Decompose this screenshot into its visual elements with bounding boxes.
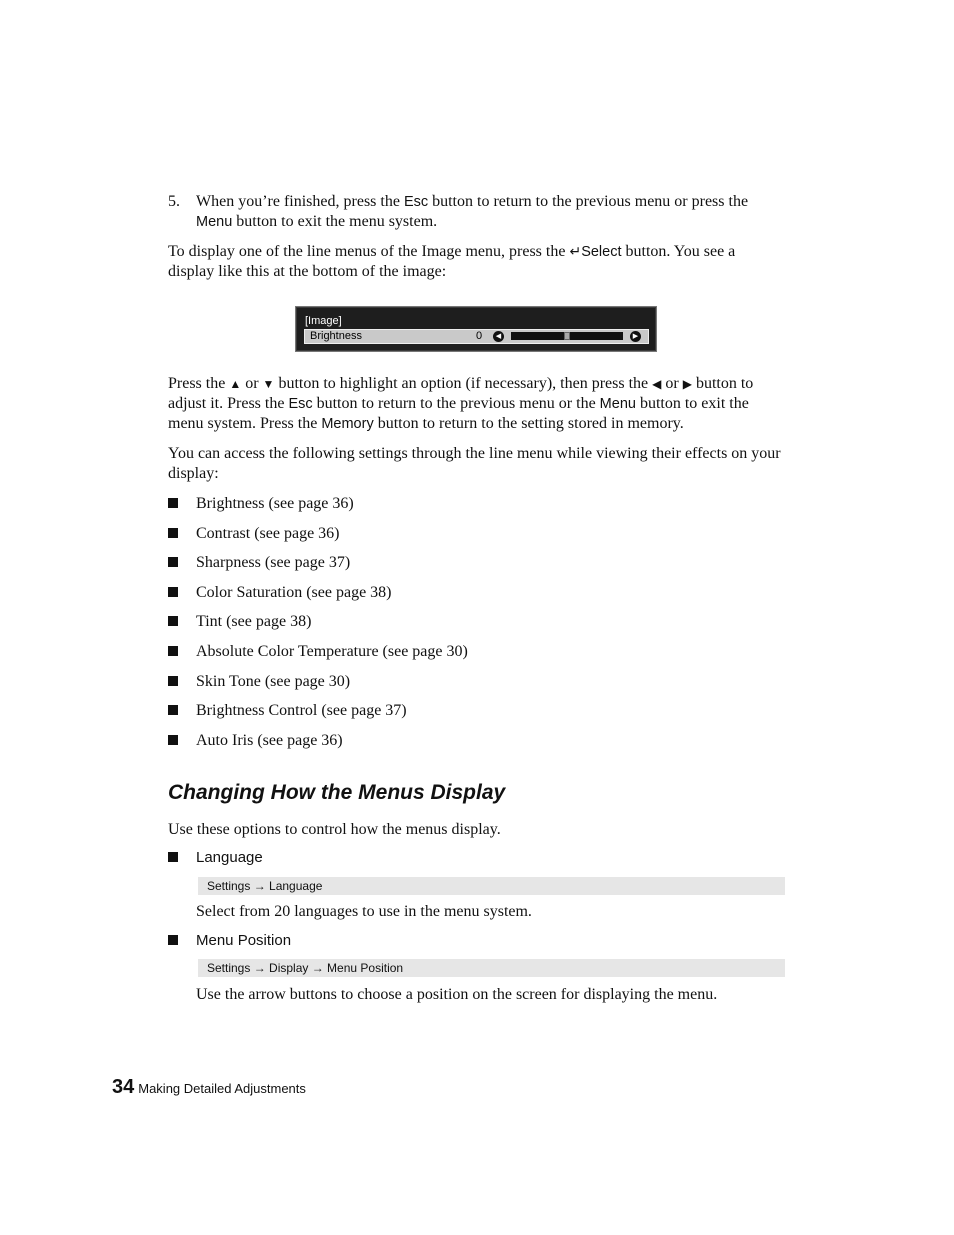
list-item: Absolute Color Temperature (see page 30)	[168, 642, 783, 662]
menu-key-label: Menu	[196, 214, 233, 230]
bullet-square-icon	[168, 705, 178, 715]
enter-icon: ↵	[569, 244, 582, 260]
section-intro: Use these options to control how the menus display.	[168, 821, 501, 838]
select-key-label: Select	[581, 244, 622, 260]
bullet-square-icon	[168, 676, 178, 686]
bullet-square-icon	[168, 935, 178, 945]
option-name: Menu Position	[196, 932, 292, 949]
paragraph-line-menu-intro: To display one of the line menus of the Image menu, press the ↵Select button. You see a display like this at the bottom of the image:	[168, 243, 736, 280]
right-arrow-icon: ▶	[682, 377, 692, 391]
bullet-square-icon	[168, 587, 178, 597]
list-item: Brightness (see page 36)	[168, 494, 783, 514]
page-footer	[112, 1076, 306, 1099]
step-number: 5.	[168, 193, 180, 210]
osd-label: Brightness	[310, 330, 362, 342]
bullet-square-icon	[168, 646, 178, 656]
list-item: Skin Tone (see page 30)	[168, 672, 783, 692]
paragraph-settings-intro: You can access the following settings through the line menu while viewing their effects on your display:	[168, 445, 781, 482]
list-item: Auto Iris (see page 36)	[168, 731, 783, 751]
bullet-square-icon	[168, 735, 178, 745]
left-arrow-icon: ◀	[493, 331, 504, 342]
line-menu-screenshot	[295, 306, 657, 352]
bullet-square-icon	[168, 498, 178, 508]
paragraph-adjust-instructions: Press the ▲ or ▼ button to highlight an option (if necessary), then press the ◀ or ▶ button to adjust it. Press the Esc button to return to the previous menu or the Menu button to exit the menu system. Press the Memory button to return to the setting stored in memory.	[168, 375, 754, 432]
option-description: Select from 20 languages to use in the menu system.	[196, 903, 532, 920]
list-item: Tint (see page 38)	[168, 612, 783, 632]
page-number: 34	[112, 1076, 135, 1098]
bullet-square-icon	[168, 528, 178, 538]
option-menu-position	[168, 931, 783, 951]
list-item: Sharpness (see page 37)	[168, 553, 783, 573]
esc-key-label: Esc	[288, 396, 313, 412]
memory-key-label: Memory	[321, 416, 374, 432]
list-item: Brightness Control (see page 37)	[168, 701, 783, 721]
menu-path-bar: Settings → Display → Menu Position	[198, 959, 785, 977]
osd-brightness-row	[304, 329, 649, 344]
option-description: Use the arrow buttons to choose a position on the screen for displaying the menu.	[196, 986, 718, 1003]
osd-title: [Image]	[305, 315, 342, 327]
chapter-title: Making Detailed Adjustments	[138, 1081, 306, 1096]
osd-slider-track	[511, 332, 623, 340]
option-language	[168, 848, 783, 868]
left-arrow-icon: ◀	[652, 377, 662, 391]
menu-key-label: Menu	[599, 396, 636, 412]
osd-slider-knob	[564, 332, 570, 340]
list-item: Contrast (see page 36)	[168, 524, 783, 544]
down-arrow-icon: ▼	[262, 377, 275, 391]
osd-value: 0	[476, 330, 483, 342]
bullet-square-icon	[168, 557, 178, 567]
list-item: Color Saturation (see page 38)	[168, 583, 783, 603]
bullet-square-icon	[168, 852, 178, 862]
right-arrow-icon: ▶	[630, 331, 641, 342]
bullet-square-icon	[168, 616, 178, 626]
section-heading: Changing How the Menus Display	[168, 781, 506, 804]
esc-key-label: Esc	[403, 194, 429, 210]
option-name: Language	[196, 849, 263, 866]
up-arrow-icon: ▲	[229, 377, 242, 391]
menu-path-bar: Settings → Language	[198, 877, 785, 895]
step-5: 5. When you’re finished, press the Esc button to return to the previous menu or press the Menu button to exit the menu system.	[168, 193, 749, 230]
